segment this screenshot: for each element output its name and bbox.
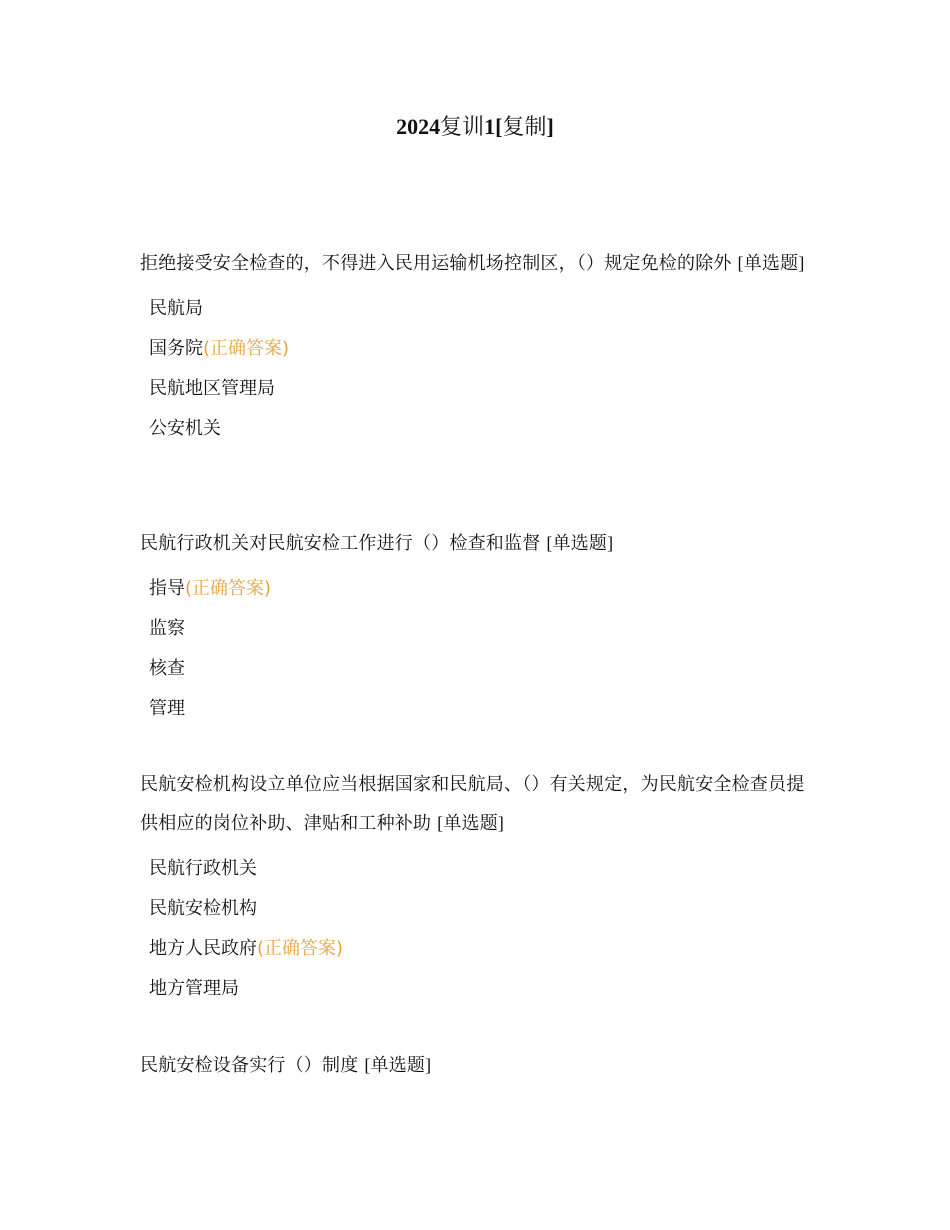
- correct-answer-mark: (正确答案): [257, 938, 344, 959]
- option[interactable]: [140, 689, 810, 729]
- option[interactable]: [140, 889, 810, 929]
- question-text: [140, 766, 810, 843]
- title-close: ]: [546, 114, 554, 139]
- option[interactable]: [140, 369, 810, 409]
- title-text-2: 复制: [502, 115, 547, 140]
- correct-answer-mark: (正确答案): [185, 578, 272, 599]
- option-label: 管理: [149, 698, 185, 719]
- option-list: [140, 849, 810, 1009]
- question-stem: 民航安检机构设立单位应当根据国家和民航局、（）有关规定，为民航安全检查员提供相应的岗位补助、津贴和工种补助: [140, 774, 805, 834]
- option-label: 地方人民政府: [149, 938, 257, 959]
- correct-answer-mark: (正确答案): [203, 338, 290, 359]
- option-label: 监察: [149, 618, 185, 639]
- question-type: [单选题]: [546, 533, 614, 553]
- option-list: [140, 289, 810, 449]
- question-type: [单选题]: [364, 1055, 432, 1075]
- option-label: 国务院: [149, 338, 203, 359]
- option[interactable]: [140, 329, 810, 369]
- option[interactable]: [140, 849, 810, 889]
- option-label: 民航局: [149, 298, 203, 319]
- question-3: [140, 766, 810, 1009]
- option-list: [140, 569, 810, 729]
- option[interactable]: [140, 289, 810, 329]
- question-2: [140, 524, 810, 729]
- option-label: 公安机关: [149, 418, 221, 439]
- option-label: 地方管理局: [149, 978, 239, 999]
- question-1: [140, 244, 810, 449]
- option[interactable]: [140, 929, 810, 969]
- title-number-2: 1[: [484, 114, 503, 139]
- question-stem: 民航行政机关对民航安检工作进行（）检查和监督: [140, 533, 541, 554]
- title-text: 复训: [440, 115, 485, 140]
- question-text: [140, 524, 810, 563]
- option[interactable]: [140, 649, 810, 689]
- question-4: [140, 1046, 810, 1085]
- option[interactable]: [140, 409, 810, 449]
- question-text: [140, 1046, 810, 1085]
- option-label: 民航行政机关: [149, 858, 257, 879]
- question-stem: 民航安检设备实行（）制度: [140, 1055, 359, 1076]
- question-text: [140, 244, 810, 283]
- option[interactable]: [140, 609, 810, 649]
- option-label: 核查: [149, 658, 185, 679]
- question-type: [单选题]: [437, 813, 505, 833]
- page-title: [0, 110, 950, 145]
- option-label: 民航地区管理局: [149, 378, 275, 399]
- option[interactable]: [140, 969, 810, 1009]
- question-type: [单选题]: [737, 253, 805, 273]
- option-label: 指导: [149, 578, 185, 599]
- option[interactable]: [140, 569, 810, 609]
- question-stem: 拒绝接受安全检查的，不得进入民用运输机场控制区，（）规定免检的除外: [140, 253, 732, 274]
- title-number: 2024: [396, 114, 441, 139]
- option-label: 民航安检机构: [149, 898, 257, 919]
